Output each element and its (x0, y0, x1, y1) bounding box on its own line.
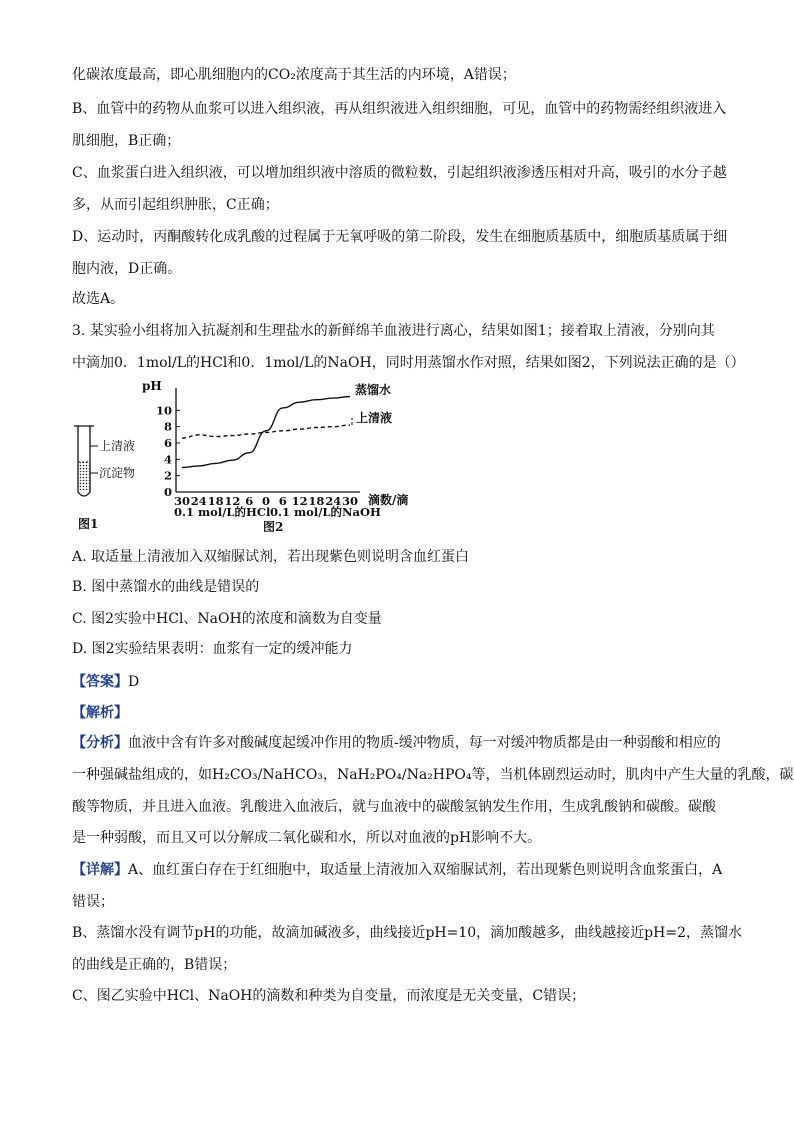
y-tick-label: 4 (163, 452, 172, 467)
text-line (72, 861, 722, 879)
text-line: B、血管中的药物从血浆可以进入组织液，再从组织液进入组织细胞，可见，血管中的药物需经组织液进入 (72, 101, 727, 117)
x-tick-label: 24 (325, 494, 342, 508)
text-line: 多，从而引起组织肿胀，C正确； (72, 197, 279, 213)
y-tick-label: 8 (163, 419, 172, 434)
x-tick-label: 0 (261, 494, 271, 508)
text-line: 肌细胞，B正确； (72, 133, 181, 149)
hcl-label: 0.1 mol/L的HCl (174, 505, 271, 519)
text-line: 错误； (72, 894, 114, 910)
legend-supernatant: 上清液 (356, 411, 393, 425)
x-tick-label: 6 (245, 494, 254, 508)
y-tick-label: 0 (163, 485, 172, 499)
text-line: B、蒸馏水没有调节pH的功能，故滴加碱液多，曲线接近pH=10，滴加酸越多，曲线越接近pH=2，蒸馏水 (72, 925, 742, 941)
text-line: 酸等物质，并且进入血液。乳酸进入血液后，就与血液中的碳酸氢钠发生作用，生成乳酸钠和碳酸。碳酸 (72, 799, 716, 815)
ph-chart (142, 379, 408, 532)
analysis-tag: 【解析】 (72, 705, 128, 721)
figure (70, 374, 430, 532)
y-axis-title: pH (142, 379, 162, 393)
text-line (72, 734, 721, 752)
fenxi-text: 血液中含有许多对酸碱度起缓冲作用的物质-缓冲物质，每一对缓冲物质都是由一种弱酸和相应的 (128, 735, 721, 751)
text-line: 故选A。 (72, 291, 125, 307)
xiangjie-text: A、血红蛋白存在于红细胞中，取适量上清液加入双缩脲试剂，若出现紫色则说明含血浆蛋白，A (128, 862, 723, 878)
y-tick-label: 6 (163, 436, 172, 450)
x-tick-label: 30 (341, 494, 359, 508)
question-stem: 中滴加0．1mol/L的HCl和0．1mol/L的NaOH，同时用蒸馏水作对照，结果如图2，下列说法正确的是（） (72, 355, 745, 371)
xiangjie-tag: 【详解】 (72, 862, 128, 878)
x-axis-title: 滴数/滴 (368, 493, 409, 507)
text-line: 是一种弱酸，而且又可以分解成二氧化碳和水，所以对血液的pH影响不大。 (72, 830, 542, 846)
text-line: 一种强碱盐组成的，如H₂CO₃/NaHCO₃，NaH₂PO₄/Na₂HPO₄等，当机体剧烈运动时，肌肉中产生大量的乳酸，碳 (72, 767, 794, 783)
option-d: D. 图2实验结果表明：血浆有一定的缓冲能力 (72, 641, 353, 657)
x-tick-label: 18 (207, 494, 224, 508)
answer-value: D (128, 674, 140, 690)
option-a: A. 取适量上清液加入双缩脲试剂，若出现紫色则说明含血红蛋白 (72, 549, 470, 565)
x-tick-label: 12 (291, 494, 308, 508)
test-tube-figure (74, 426, 135, 531)
text-line: 的曲线是正确的，B错误； (72, 957, 237, 973)
text-line: 胞内液，D正确。 (72, 261, 182, 277)
text-line: C、血浆蛋白进入组织液，可以增加组织液中溶质的微粒数，引起组织液渗透压相对升高，吸引的水分子越 (72, 165, 727, 181)
text-line: 化碳浓度最高，即心肌细胞内的CO₂浓度高于其生活的内环境，A错误； (72, 67, 516, 83)
y-tick-label: 10 (155, 403, 172, 418)
question-stem: 3. 某实验小组将加入抗凝剂和生理盐水的新鲜绵羊血液进行离心，结果如图1；接着取上清液，分别向其 (72, 323, 715, 339)
x-tick-label: 30 (173, 494, 191, 508)
legend-distilled-water: 蒸馏水 (355, 383, 392, 397)
x-tick-label: 24 (190, 494, 207, 508)
text-line: D、运动时，丙酮酸转化成乳酸的过程属于无氧呼吸的第二阶段，发生在细胞质基质中，细胞质基质属于细 (72, 229, 728, 245)
naoh-label: 0.1 mol/L的NaOH (270, 505, 381, 519)
x-tick-label: 12 (224, 494, 241, 508)
supernatant-line (182, 425, 350, 438)
analysis-heading (72, 704, 128, 722)
y-tick-label: 2 (163, 468, 172, 483)
x-tick-label: 6 (278, 494, 287, 508)
text-line: C、图乙实验中HCl、NaOH的滴数和种类为自变量，而浓度是无关变量，C错误； (72, 988, 586, 1004)
x-tick-label: 18 (308, 494, 325, 508)
answer-line (72, 673, 139, 691)
answer-tag: 【答案】 (72, 674, 128, 690)
supernatant-label: 上清液 (99, 439, 136, 453)
fenxi-tag: 【分析】 (72, 735, 128, 751)
fig2-caption: 图2 (263, 520, 284, 532)
option-b: B. 图中蒸馏水的曲线是错误的 (72, 579, 260, 595)
precipitate-label: 沉淀物 (99, 466, 136, 480)
fig1-caption: 图1 (78, 517, 99, 531)
option-c: C. 图2实验中HCl、NaOH的浓度和滴数为自变量 (72, 611, 382, 627)
